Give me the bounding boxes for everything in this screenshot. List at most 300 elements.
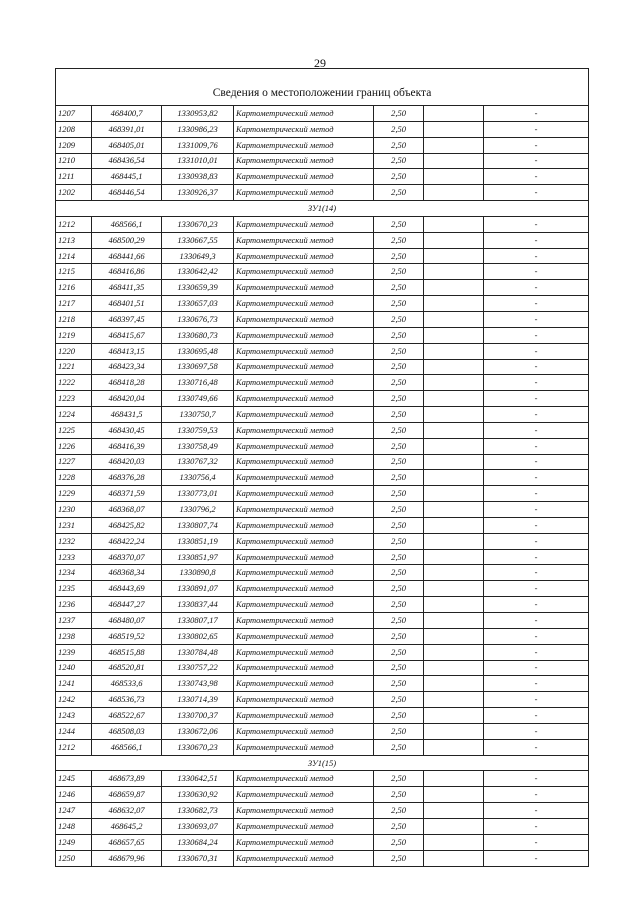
method: Картометрический метод [234, 787, 374, 803]
x-coordinate: 468673,89 [92, 771, 162, 787]
x-coordinate: 468515,88 [92, 644, 162, 660]
method: Картометрический метод [234, 597, 374, 613]
accuracy: 2,50 [374, 628, 424, 644]
point-number: 1236 [56, 597, 92, 613]
method: Картометрический метод [234, 771, 374, 787]
y-coordinate: 1330807,17 [162, 613, 234, 629]
dash-cell: - [484, 549, 589, 565]
empty-cell [424, 692, 484, 708]
x-coordinate: 468425,82 [92, 517, 162, 533]
table-row [56, 708, 589, 724]
accuracy: 2,50 [374, 644, 424, 660]
accuracy: 2,50 [374, 549, 424, 565]
y-coordinate: 1330938,83 [162, 169, 234, 185]
x-coordinate: 468445,1 [92, 169, 162, 185]
x-coordinate: 468405,01 [92, 137, 162, 153]
empty-cell [424, 850, 484, 866]
empty-cell [424, 486, 484, 502]
dash-cell: - [484, 739, 589, 755]
y-coordinate: 1330716,48 [162, 375, 234, 391]
table-row [56, 470, 589, 486]
method: Картометрический метод [234, 818, 374, 834]
x-coordinate: 468416,39 [92, 438, 162, 454]
accuracy: 2,50 [374, 676, 424, 692]
y-coordinate: 1330672,06 [162, 723, 234, 739]
table-title: Сведения о местоположении границ объекта [56, 69, 589, 106]
table-row [56, 343, 589, 359]
dash-cell: - [484, 169, 589, 185]
y-coordinate: 1330676,73 [162, 311, 234, 327]
accuracy: 2,50 [374, 438, 424, 454]
x-coordinate: 468397,45 [92, 311, 162, 327]
point-number: 1250 [56, 850, 92, 866]
table-row [56, 311, 589, 327]
x-coordinate: 468370,07 [92, 549, 162, 565]
y-coordinate: 1330684,24 [162, 834, 234, 850]
empty-cell [424, 454, 484, 470]
accuracy: 2,50 [374, 723, 424, 739]
table-row [56, 106, 589, 122]
dash-cell: - [484, 121, 589, 137]
table-row [56, 565, 589, 581]
dash-cell: - [484, 644, 589, 660]
table-row [56, 137, 589, 153]
y-coordinate: 1330667,55 [162, 232, 234, 248]
y-coordinate: 1330756,4 [162, 470, 234, 486]
x-coordinate: 468480,07 [92, 613, 162, 629]
method: Картометрический метод [234, 422, 374, 438]
method: Картометрический метод [234, 708, 374, 724]
table-row [56, 803, 589, 819]
dash-cell: - [484, 232, 589, 248]
dash-cell: - [484, 771, 589, 787]
x-coordinate: 468391,01 [92, 121, 162, 137]
table-row [56, 834, 589, 850]
method: Картометрический метод [234, 311, 374, 327]
point-number: 1241 [56, 676, 92, 692]
accuracy: 2,50 [374, 296, 424, 312]
method: Картометрический метод [234, 850, 374, 866]
table-row [56, 628, 589, 644]
y-coordinate: 1330659,39 [162, 280, 234, 296]
empty-cell [424, 723, 484, 739]
y-coordinate: 1330802,65 [162, 628, 234, 644]
accuracy: 2,50 [374, 486, 424, 502]
accuracy: 2,50 [374, 106, 424, 122]
empty-cell [424, 787, 484, 803]
table-row [56, 676, 589, 692]
point-number: 1231 [56, 517, 92, 533]
method: Картометрический метод [234, 517, 374, 533]
table-row [56, 169, 589, 185]
accuracy: 2,50 [374, 121, 424, 137]
accuracy: 2,50 [374, 343, 424, 359]
point-number: 1219 [56, 327, 92, 343]
accuracy: 2,50 [374, 787, 424, 803]
x-coordinate: 468566,1 [92, 739, 162, 755]
accuracy: 2,50 [374, 613, 424, 629]
y-coordinate: 1330796,2 [162, 502, 234, 518]
y-coordinate: 1330657,03 [162, 296, 234, 312]
point-number: 1212 [56, 739, 92, 755]
point-number: 1245 [56, 771, 92, 787]
table-row [56, 818, 589, 834]
table-row [56, 517, 589, 533]
accuracy: 2,50 [374, 327, 424, 343]
dash-cell: - [484, 660, 589, 676]
x-coordinate: 468418,28 [92, 375, 162, 391]
x-coordinate: 468446,54 [92, 185, 162, 201]
x-coordinate: 468441,66 [92, 248, 162, 264]
empty-cell [424, 422, 484, 438]
y-coordinate: 1330767,32 [162, 454, 234, 470]
method: Картометрический метод [234, 502, 374, 518]
y-coordinate: 1331010,01 [162, 153, 234, 169]
point-number: 1210 [56, 153, 92, 169]
table-row [56, 232, 589, 248]
y-coordinate: 1330890,8 [162, 565, 234, 581]
table-row [56, 296, 589, 312]
y-coordinate: 1330670,23 [162, 216, 234, 232]
x-coordinate: 468422,24 [92, 533, 162, 549]
table-row [56, 549, 589, 565]
dash-cell: - [484, 517, 589, 533]
x-coordinate: 468376,28 [92, 470, 162, 486]
x-coordinate: 468679,96 [92, 850, 162, 866]
y-coordinate: 1330773,01 [162, 486, 234, 502]
dash-cell: - [484, 486, 589, 502]
point-number: 1244 [56, 723, 92, 739]
y-coordinate: 1330642,42 [162, 264, 234, 280]
empty-cell [424, 470, 484, 486]
x-coordinate: 468657,65 [92, 834, 162, 850]
dash-cell: - [484, 628, 589, 644]
empty-cell [424, 280, 484, 296]
point-number: 1213 [56, 232, 92, 248]
accuracy: 2,50 [374, 660, 424, 676]
accuracy: 2,50 [374, 803, 424, 819]
method: Картометрический метод [234, 644, 374, 660]
table-row [56, 391, 589, 407]
method: Картометрический метод [234, 327, 374, 343]
x-coordinate: 468632,07 [92, 803, 162, 819]
point-number: 1248 [56, 818, 92, 834]
table-title-row [56, 69, 589, 106]
point-number: 1237 [56, 613, 92, 629]
accuracy: 2,50 [374, 708, 424, 724]
dash-cell: - [484, 280, 589, 296]
x-coordinate: 468413,15 [92, 343, 162, 359]
table-row [56, 533, 589, 549]
empty-cell [424, 708, 484, 724]
table-row [56, 723, 589, 739]
accuracy: 2,50 [374, 391, 424, 407]
y-coordinate: 1330759,53 [162, 422, 234, 438]
empty-cell [424, 169, 484, 185]
method: Картометрический метод [234, 232, 374, 248]
method: Картометрический метод [234, 565, 374, 581]
x-coordinate: 468401,51 [92, 296, 162, 312]
table-row [56, 660, 589, 676]
dash-cell: - [484, 438, 589, 454]
table-row [56, 787, 589, 803]
table-row [56, 216, 589, 232]
y-coordinate: 1330953,82 [162, 106, 234, 122]
dash-cell: - [484, 375, 589, 391]
table-row [56, 264, 589, 280]
table-row [56, 121, 589, 137]
dash-cell: - [484, 787, 589, 803]
dash-cell: - [484, 834, 589, 850]
method: Картометрический метод [234, 391, 374, 407]
dash-cell: - [484, 185, 589, 201]
dash-cell: - [484, 692, 589, 708]
point-number: 1224 [56, 407, 92, 423]
empty-cell [424, 438, 484, 454]
table-row [56, 613, 589, 629]
table-row [56, 248, 589, 264]
method: Картометрический метод [234, 803, 374, 819]
point-number: 1246 [56, 787, 92, 803]
point-number: 1238 [56, 628, 92, 644]
y-coordinate: 1330693,07 [162, 818, 234, 834]
table-row [56, 644, 589, 660]
section-header-row [56, 755, 589, 771]
method: Картометрический метод [234, 137, 374, 153]
empty-cell [424, 644, 484, 660]
point-number: 1220 [56, 343, 92, 359]
empty-cell [424, 296, 484, 312]
table-row [56, 454, 589, 470]
y-coordinate: 1330758,49 [162, 438, 234, 454]
accuracy: 2,50 [374, 597, 424, 613]
y-coordinate: 1330695,48 [162, 343, 234, 359]
dash-cell: - [484, 106, 589, 122]
empty-cell [424, 106, 484, 122]
accuracy: 2,50 [374, 533, 424, 549]
table-row [56, 597, 589, 613]
dash-cell: - [484, 343, 589, 359]
x-coordinate: 468368,34 [92, 565, 162, 581]
y-coordinate: 1330757,22 [162, 660, 234, 676]
accuracy: 2,50 [374, 692, 424, 708]
accuracy: 2,50 [374, 581, 424, 597]
table-row [56, 359, 589, 375]
dash-cell: - [484, 359, 589, 375]
x-coordinate: 468519,52 [92, 628, 162, 644]
method: Картометрический метод [234, 438, 374, 454]
x-coordinate: 468533,6 [92, 676, 162, 692]
dash-cell: - [484, 818, 589, 834]
x-coordinate: 468423,34 [92, 359, 162, 375]
method: Картометрический метод [234, 216, 374, 232]
table-row [56, 771, 589, 787]
method: Картометрический метод [234, 660, 374, 676]
x-coordinate: 468415,67 [92, 327, 162, 343]
point-number: 1227 [56, 454, 92, 470]
accuracy: 2,50 [374, 264, 424, 280]
empty-cell [424, 739, 484, 755]
x-coordinate: 468522,67 [92, 708, 162, 724]
point-number: 1217 [56, 296, 92, 312]
point-number: 1229 [56, 486, 92, 502]
empty-cell [424, 660, 484, 676]
y-coordinate: 1330697,58 [162, 359, 234, 375]
empty-cell [424, 121, 484, 137]
dash-cell: - [484, 264, 589, 280]
dash-cell: - [484, 708, 589, 724]
method: Картометрический метод [234, 486, 374, 502]
y-coordinate: 1330630,92 [162, 787, 234, 803]
dash-cell: - [484, 137, 589, 153]
accuracy: 2,50 [374, 185, 424, 201]
dash-cell: - [484, 153, 589, 169]
accuracy: 2,50 [374, 454, 424, 470]
point-number: 1228 [56, 470, 92, 486]
method: Картометрический метод [234, 470, 374, 486]
x-coordinate: 468400,7 [92, 106, 162, 122]
accuracy: 2,50 [374, 470, 424, 486]
section-label: ЗУ1(15) [56, 755, 589, 771]
empty-cell [424, 311, 484, 327]
dash-cell: - [484, 723, 589, 739]
empty-cell [424, 502, 484, 518]
method: Картометрический метод [234, 121, 374, 137]
empty-cell [424, 343, 484, 359]
empty-cell [424, 628, 484, 644]
table-row [56, 850, 589, 866]
empty-cell [424, 407, 484, 423]
method: Картометрический метод [234, 264, 374, 280]
point-number: 1211 [56, 169, 92, 185]
point-number: 1207 [56, 106, 92, 122]
method: Картометрический метод [234, 280, 374, 296]
point-number: 1208 [56, 121, 92, 137]
y-coordinate: 1330851,19 [162, 533, 234, 549]
accuracy: 2,50 [374, 248, 424, 264]
method: Картометрический метод [234, 723, 374, 739]
accuracy: 2,50 [374, 517, 424, 533]
y-coordinate: 1330700,37 [162, 708, 234, 724]
point-number: 1202 [56, 185, 92, 201]
accuracy: 2,50 [374, 153, 424, 169]
empty-cell [424, 391, 484, 407]
point-number: 1218 [56, 311, 92, 327]
y-coordinate: 1330680,73 [162, 327, 234, 343]
point-number: 1223 [56, 391, 92, 407]
table-row [56, 280, 589, 296]
point-number: 1239 [56, 644, 92, 660]
table-row [56, 438, 589, 454]
empty-cell [424, 613, 484, 629]
dash-cell: - [484, 407, 589, 423]
accuracy: 2,50 [374, 565, 424, 581]
empty-cell [424, 153, 484, 169]
x-coordinate: 468645,2 [92, 818, 162, 834]
method: Картометрический метод [234, 359, 374, 375]
table-row [56, 407, 589, 423]
accuracy: 2,50 [374, 502, 424, 518]
empty-cell [424, 248, 484, 264]
point-number: 1221 [56, 359, 92, 375]
dash-cell: - [484, 502, 589, 518]
method: Картометрический метод [234, 676, 374, 692]
section-label: ЗУ1(14) [56, 201, 589, 217]
accuracy: 2,50 [374, 771, 424, 787]
table-row [56, 375, 589, 391]
point-number: 1225 [56, 422, 92, 438]
point-number: 1230 [56, 502, 92, 518]
empty-cell [424, 565, 484, 581]
method: Картометрический метод [234, 296, 374, 312]
table-row [56, 486, 589, 502]
table-row [56, 153, 589, 169]
empty-cell [424, 771, 484, 787]
dash-cell: - [484, 311, 589, 327]
y-coordinate: 1330682,73 [162, 803, 234, 819]
dash-cell: - [484, 216, 589, 232]
y-coordinate: 1330851,97 [162, 549, 234, 565]
empty-cell [424, 137, 484, 153]
x-coordinate: 468520,81 [92, 660, 162, 676]
x-coordinate: 468430,45 [92, 422, 162, 438]
method: Картометрический метод [234, 169, 374, 185]
method: Картометрический метод [234, 549, 374, 565]
method: Картометрический метод [234, 375, 374, 391]
point-number: 1242 [56, 692, 92, 708]
accuracy: 2,50 [374, 359, 424, 375]
dash-cell: - [484, 296, 589, 312]
y-coordinate: 1330986,23 [162, 121, 234, 137]
y-coordinate: 1330649,3 [162, 248, 234, 264]
y-coordinate: 1330670,23 [162, 739, 234, 755]
accuracy: 2,50 [374, 739, 424, 755]
y-coordinate: 1330642,51 [162, 771, 234, 787]
x-coordinate: 468536,73 [92, 692, 162, 708]
table-row [56, 739, 589, 755]
dash-cell: - [484, 581, 589, 597]
x-coordinate: 468447,27 [92, 597, 162, 613]
empty-cell [424, 232, 484, 248]
empty-cell [424, 264, 484, 280]
method: Картометрический метод [234, 739, 374, 755]
point-number: 1214 [56, 248, 92, 264]
method: Картометрический метод [234, 454, 374, 470]
table-row [56, 581, 589, 597]
empty-cell [424, 581, 484, 597]
point-number: 1235 [56, 581, 92, 597]
empty-cell [424, 185, 484, 201]
accuracy: 2,50 [374, 850, 424, 866]
point-number: 1233 [56, 549, 92, 565]
y-coordinate: 1330784,48 [162, 644, 234, 660]
y-coordinate: 1330743,98 [162, 676, 234, 692]
x-coordinate: 468508,03 [92, 723, 162, 739]
accuracy: 2,50 [374, 818, 424, 834]
dash-cell: - [484, 391, 589, 407]
y-coordinate: 1330750,7 [162, 407, 234, 423]
empty-cell [424, 216, 484, 232]
dash-cell: - [484, 676, 589, 692]
table-row [56, 422, 589, 438]
empty-cell [424, 359, 484, 375]
point-number: 1222 [56, 375, 92, 391]
dash-cell: - [484, 248, 589, 264]
empty-cell [424, 517, 484, 533]
y-coordinate: 1330807,74 [162, 517, 234, 533]
point-number: 1226 [56, 438, 92, 454]
y-coordinate: 1331009,76 [162, 137, 234, 153]
